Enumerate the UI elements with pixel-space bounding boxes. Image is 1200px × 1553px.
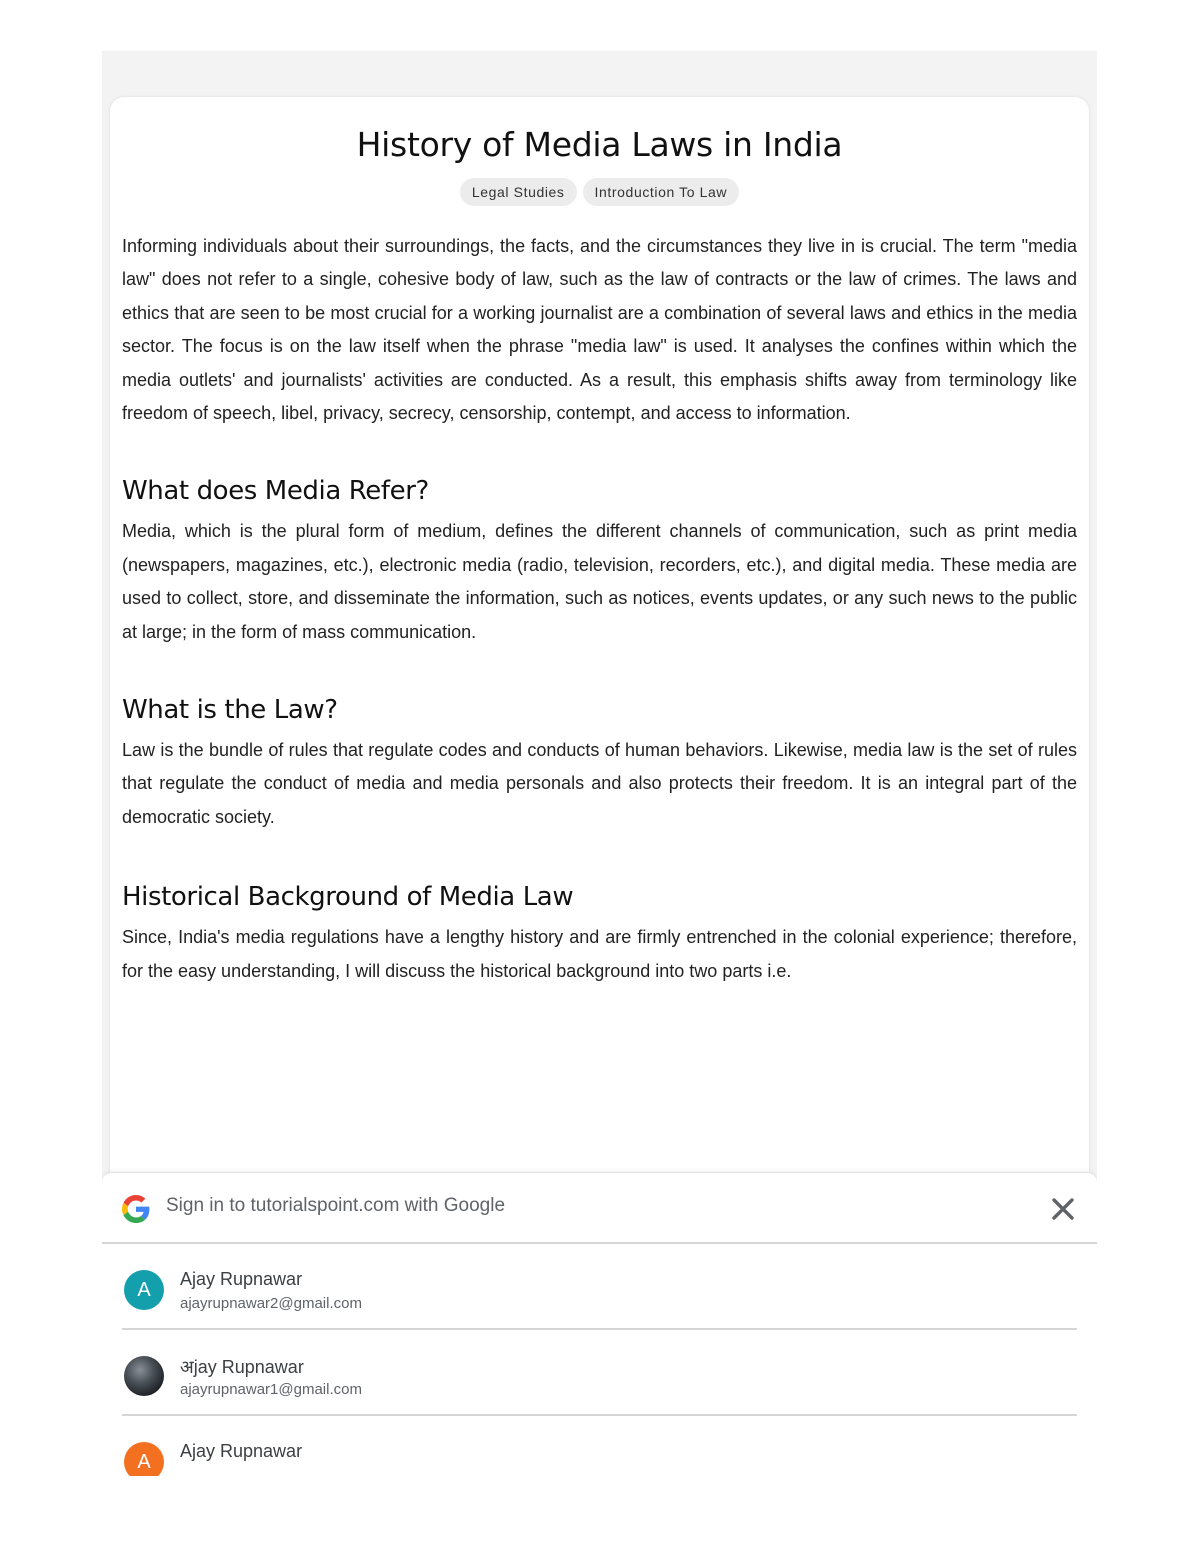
intro-paragraph: Informing individuals about their surroundings, the facts, and the circumstances they live in is crucial. The term "media law" does not refer to a single, cohesive body of law, such as the law of contracts or the law of crimes. The laws and ethics that are seen to be most crucial for a working journalist are a combination of several laws and ethics in the media sector. The focus is on the law itself when the phrase "media law" is used. It analyses the confines within which the media outlets' and journalists' activities are conducted. As a result, this emphasis shifts away from terminology like freedom of speech, libel, privacy, secrecy, censorship, contempt, and access to information. xyxy=(122,236,1077,424)
google-signin-header xyxy=(102,1173,1097,1244)
close-icon[interactable] xyxy=(1049,1195,1077,1223)
google-signin-popup xyxy=(102,1172,1097,1476)
google-g-logo-icon xyxy=(122,1195,150,1223)
tag-list xyxy=(122,178,1077,206)
account-email: ajayrupnawar2@gmail.com xyxy=(180,1295,362,1312)
page-title: History of Media Laws in India xyxy=(356,125,843,164)
account-name: Ajay Rupnawar xyxy=(180,1441,303,1461)
avatar: A xyxy=(124,1270,164,1310)
google-signin-title: Sign in to tutorialspoint.com with Google xyxy=(166,1195,506,1216)
section-heading-law: What is the Law? xyxy=(122,695,338,726)
section-paragraph-law: Law is the bundle of rules that regulate codes and conducts of human behaviors. Likewise, media law is the set of rules that regulate the conduct of media and media personals and also protects their freedom. It is an integral part of the democratic society. xyxy=(122,740,1077,827)
section-paragraph-history: Since, India's media regulations have a lengthy history and are firmly entrenched in the colonial experience; therefore, for the easy understanding, I will discuss the historical background into two parts i.e. xyxy=(122,927,1077,981)
article-card xyxy=(110,97,1089,1297)
avatar: A xyxy=(124,1442,164,1476)
section-paragraph-media: Media, which is the plural form of medium, defines the different channels of communication, such as print media (newspapers, magazines, etc.), electronic media (radio, television, recorders, etc.), and digital media. These media are used to collect, store, and disseminate the information, such as notices, events updates, or any such news to the public at large; in the form of mass communication. xyxy=(122,521,1077,642)
tag-legal-studies[interactable]: Legal Studies xyxy=(460,178,577,206)
section-heading-media: What does Media Refer? xyxy=(122,476,429,507)
browser-viewport xyxy=(102,51,1097,1476)
account-item[interactable] xyxy=(122,1416,1077,1476)
account-email: ajayrupnawar1@gmail.com xyxy=(180,1381,362,1398)
tag-introduction-to-law[interactable]: Introduction To Law xyxy=(583,178,740,206)
avatar xyxy=(124,1356,164,1396)
account-name: Ajay Rupnawar xyxy=(180,1269,303,1289)
account-item[interactable] xyxy=(122,1244,1077,1330)
account-name: अjay Rupnawar xyxy=(180,1357,304,1377)
account-item[interactable] xyxy=(122,1330,1077,1416)
section-heading-history: Historical Background of Media Law xyxy=(122,882,574,913)
